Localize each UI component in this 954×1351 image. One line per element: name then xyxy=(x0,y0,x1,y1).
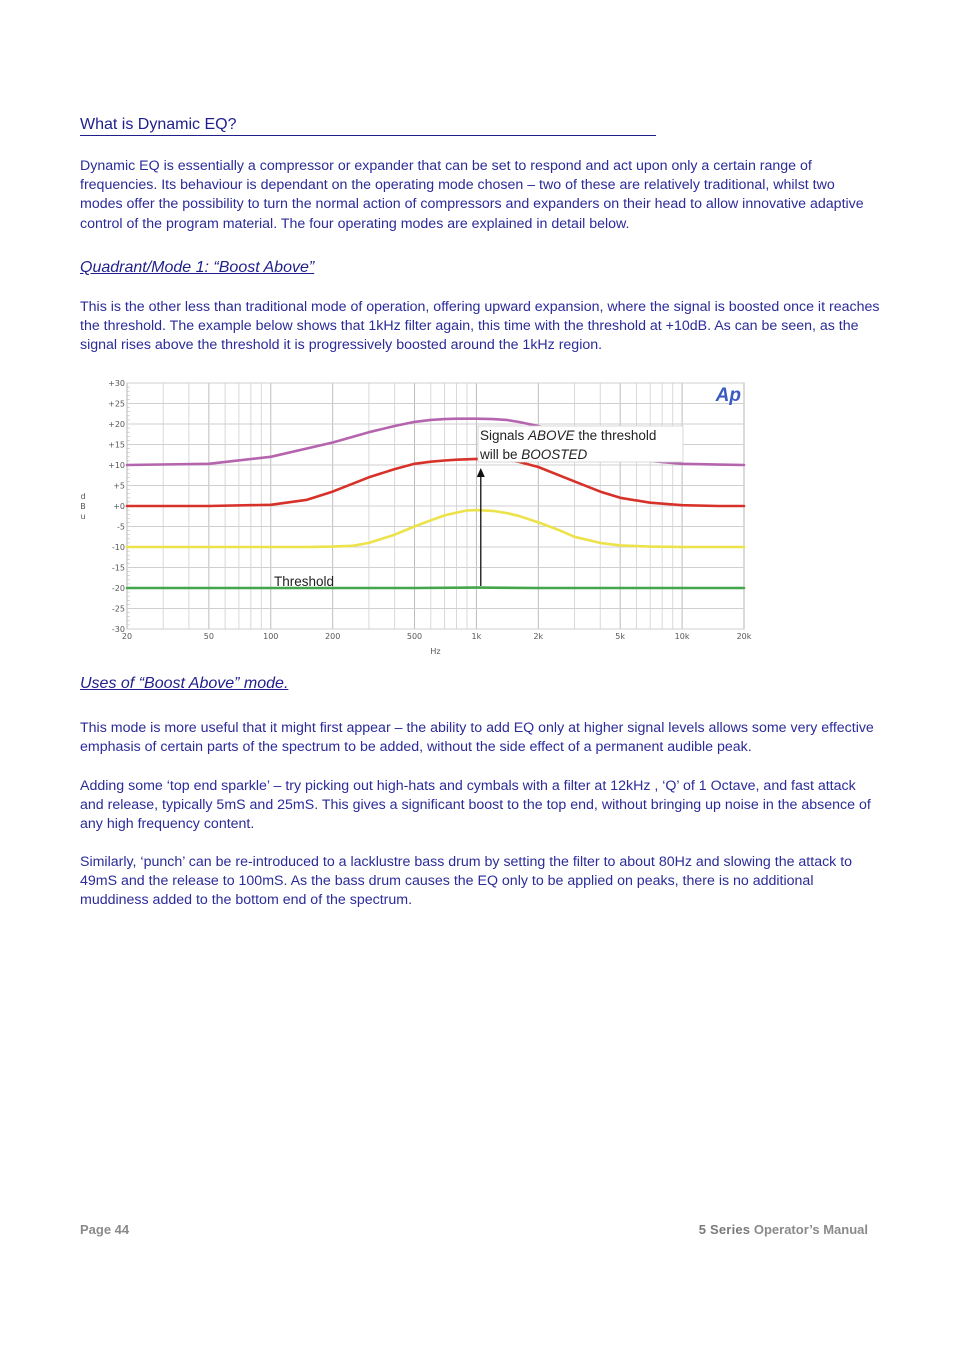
x-tick-label: 2k xyxy=(533,632,544,641)
y-axis-label-letter: u xyxy=(80,512,86,521)
manual-title xyxy=(699,1222,868,1237)
x-tick-label: 5k xyxy=(615,632,626,641)
mode-description: This is the other less than traditional mode of operation, offering upward expansion, where the signal is boosted once it reaches the threshold. The example below shows that 1kHz filter again, this time with the threshold at +10dB. As can be seen, as the signal rises above the threshold it is progressively boosted around the 1kHz region. xyxy=(80,299,880,354)
callout-text-line1: Signals ABOVE the threshold xyxy=(480,428,657,443)
x-tick-label: 200 xyxy=(325,632,341,641)
x-tick-label: 100 xyxy=(263,632,279,641)
x-tick-label: 50 xyxy=(203,632,214,641)
brand-name: 5 Series xyxy=(698,1222,751,1237)
y-tick-label: -25 xyxy=(111,604,125,614)
x-tick-label: 20k xyxy=(736,632,752,641)
frequency-response-chart xyxy=(80,374,760,664)
y-tick-label: +0 xyxy=(113,502,125,511)
page-number: Page 44 xyxy=(80,1222,130,1237)
x-tick-label: 1k xyxy=(471,632,482,641)
x-axis-label: Hz xyxy=(430,647,441,656)
mode-title: Quadrant/Mode 1: “Boost Above” xyxy=(80,259,315,276)
y-tick-label: -20 xyxy=(111,584,125,593)
manual-name: Operator’s Manual xyxy=(750,1222,868,1237)
y-tick-label: -15 xyxy=(111,563,125,573)
uses-paragraph-1: This mode is more useful that it might first appear – the ability to add EQ only at higher signal levels allows some very effective emphasis of certain parts of the spectrum to be added, without the side effect of a permanent audible peak. xyxy=(80,720,874,756)
ap-logo: Ap xyxy=(715,385,741,406)
x-tick-label: 10k xyxy=(674,632,690,641)
uses-paragraph-3: Similarly, ‘punch’ can be re-introduced to a lacklustre bass drum by setting the filter to about 80Hz and slowing the attack to 49mS and the release to 100mS. As the bass drum causes the EQ only to be applied on peaks, there is no additional muddiness added to the bottom end of the spectrum. xyxy=(80,854,853,909)
intro-paragraph: Dynamic EQ is essentially a compressor or expander that can be set to respond and act upon only a certain range of frequencies. Its behaviour is dependant on the operating mode chosen – two of these are relatively traditional, whilst two modes offer the possibility to turn the normal action of compressors and expanders on their head to allow innovative adaptive control of the program material. The four operating modes are explained in detail below. xyxy=(80,158,864,232)
y-tick-label: +10 xyxy=(108,461,125,470)
threshold-label: Threshold xyxy=(274,574,335,589)
y-axis-label-letter: B xyxy=(80,502,86,511)
uses-title: Uses of “Boost Above” mode. xyxy=(80,675,289,692)
y-tick-label: +5 xyxy=(113,481,125,491)
y-tick-label: +20 xyxy=(108,420,125,429)
y-tick-label: +25 xyxy=(108,399,125,409)
x-tick-label: 20 xyxy=(121,632,133,641)
uses-paragraph-2: Adding some ‘top end sparkle’ – try picking out high-hats and cymbals with a filter at 12kHz , ‘Q’ of 1 Octave, and fast attack and release, typically 5mS and 25mS. This gives a significant boost to the top end, without bringing up noise in the absence of any high frequency content. xyxy=(80,778,871,833)
y-tick-label: +30 xyxy=(108,379,125,388)
section-title: What is Dynamic EQ? xyxy=(80,116,656,136)
callout-text-line2: will be BOOSTED xyxy=(480,447,588,462)
y-tick-label: +15 xyxy=(108,440,125,450)
y-tick-label: -10 xyxy=(111,543,125,552)
y-tick-label: -30 xyxy=(111,625,125,634)
x-tick-label: 500 xyxy=(406,632,423,641)
y-tick-label: -5 xyxy=(117,522,125,532)
y-axis-label-letter: d xyxy=(80,492,86,501)
